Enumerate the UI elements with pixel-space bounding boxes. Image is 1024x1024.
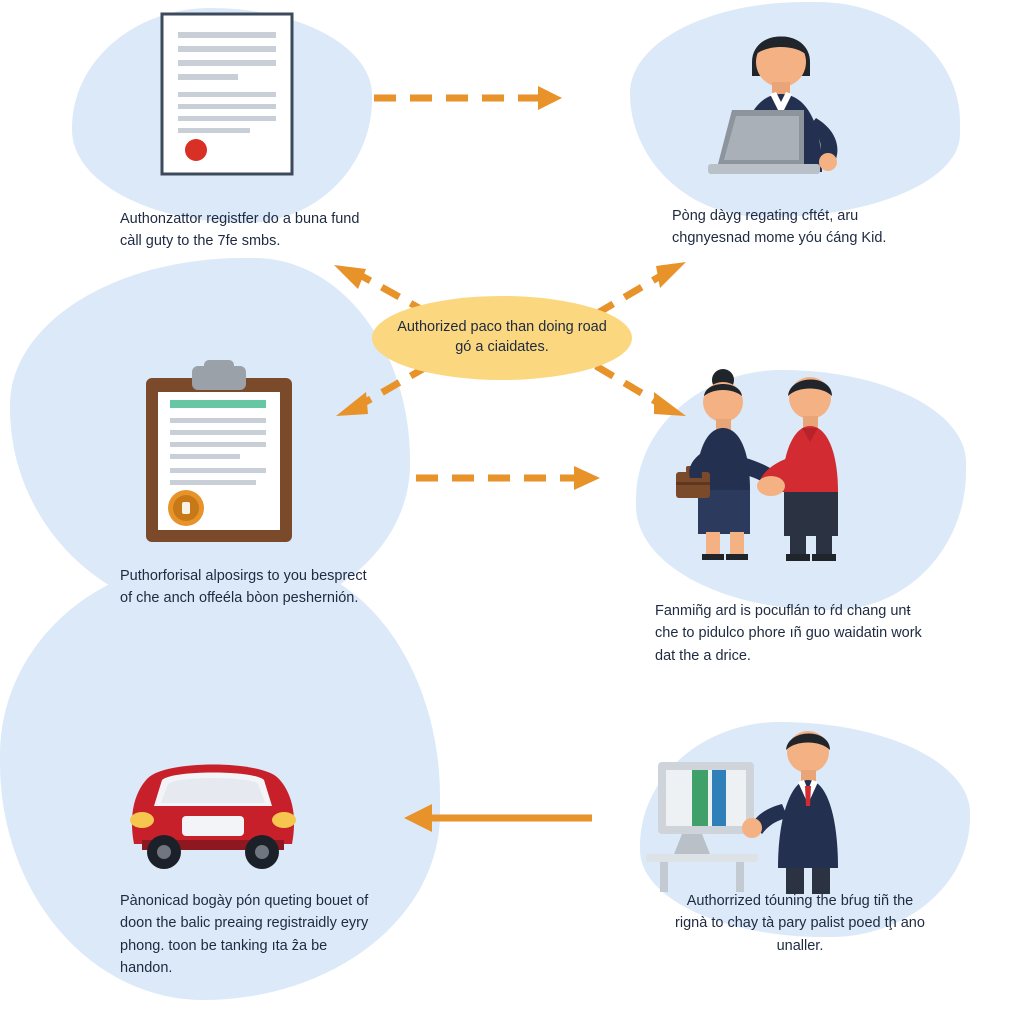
caption-node-car: Pànonicad bogày pón queting bouet of doon the balic preaing registraidly eyry phong. toon be tanking ıta ẑa be handon.	[120, 893, 369, 977]
caption-node-presenter: Authorrized tóuning the bŕug tiñ the rignà to chay tà pary palist poed tḩ ano unaller.	[675, 893, 925, 954]
caption-node-clipboard: Puthorforisal alposirgs to you besprect of che anch offeéla bòon peshernión.	[120, 568, 367, 607]
document-icon	[140, 0, 320, 190]
caption-node-document: Authonzattor registfer do a buna fund càll guty to the 7fe smbs.	[120, 211, 360, 250]
hub-label: Authorized paco than doing road gó a ciaidates.	[397, 319, 607, 355]
caption-node-handshake: Fanmiñg ard is pocuflán to ŕd chang unŧ che to pidulco phore ıñ guo waidatin work dat the a drice.	[655, 603, 922, 664]
clipboard-icon	[130, 360, 310, 550]
arrow-clipboard-to-handshake	[412, 458, 612, 498]
person-at-laptop-icon	[700, 6, 900, 196]
caption-node-person-laptop: Pòng dàyg regating cftét, aru chgnyesnad mome yóu ćáng Kid.	[672, 208, 887, 247]
arrow-presenter-to-car	[400, 798, 600, 838]
arrow-doc-to-person	[370, 78, 570, 118]
hub-node[interactable]	[372, 296, 632, 380]
presenter-with-monitor-icon	[640, 718, 870, 898]
car-icon	[110, 740, 330, 880]
